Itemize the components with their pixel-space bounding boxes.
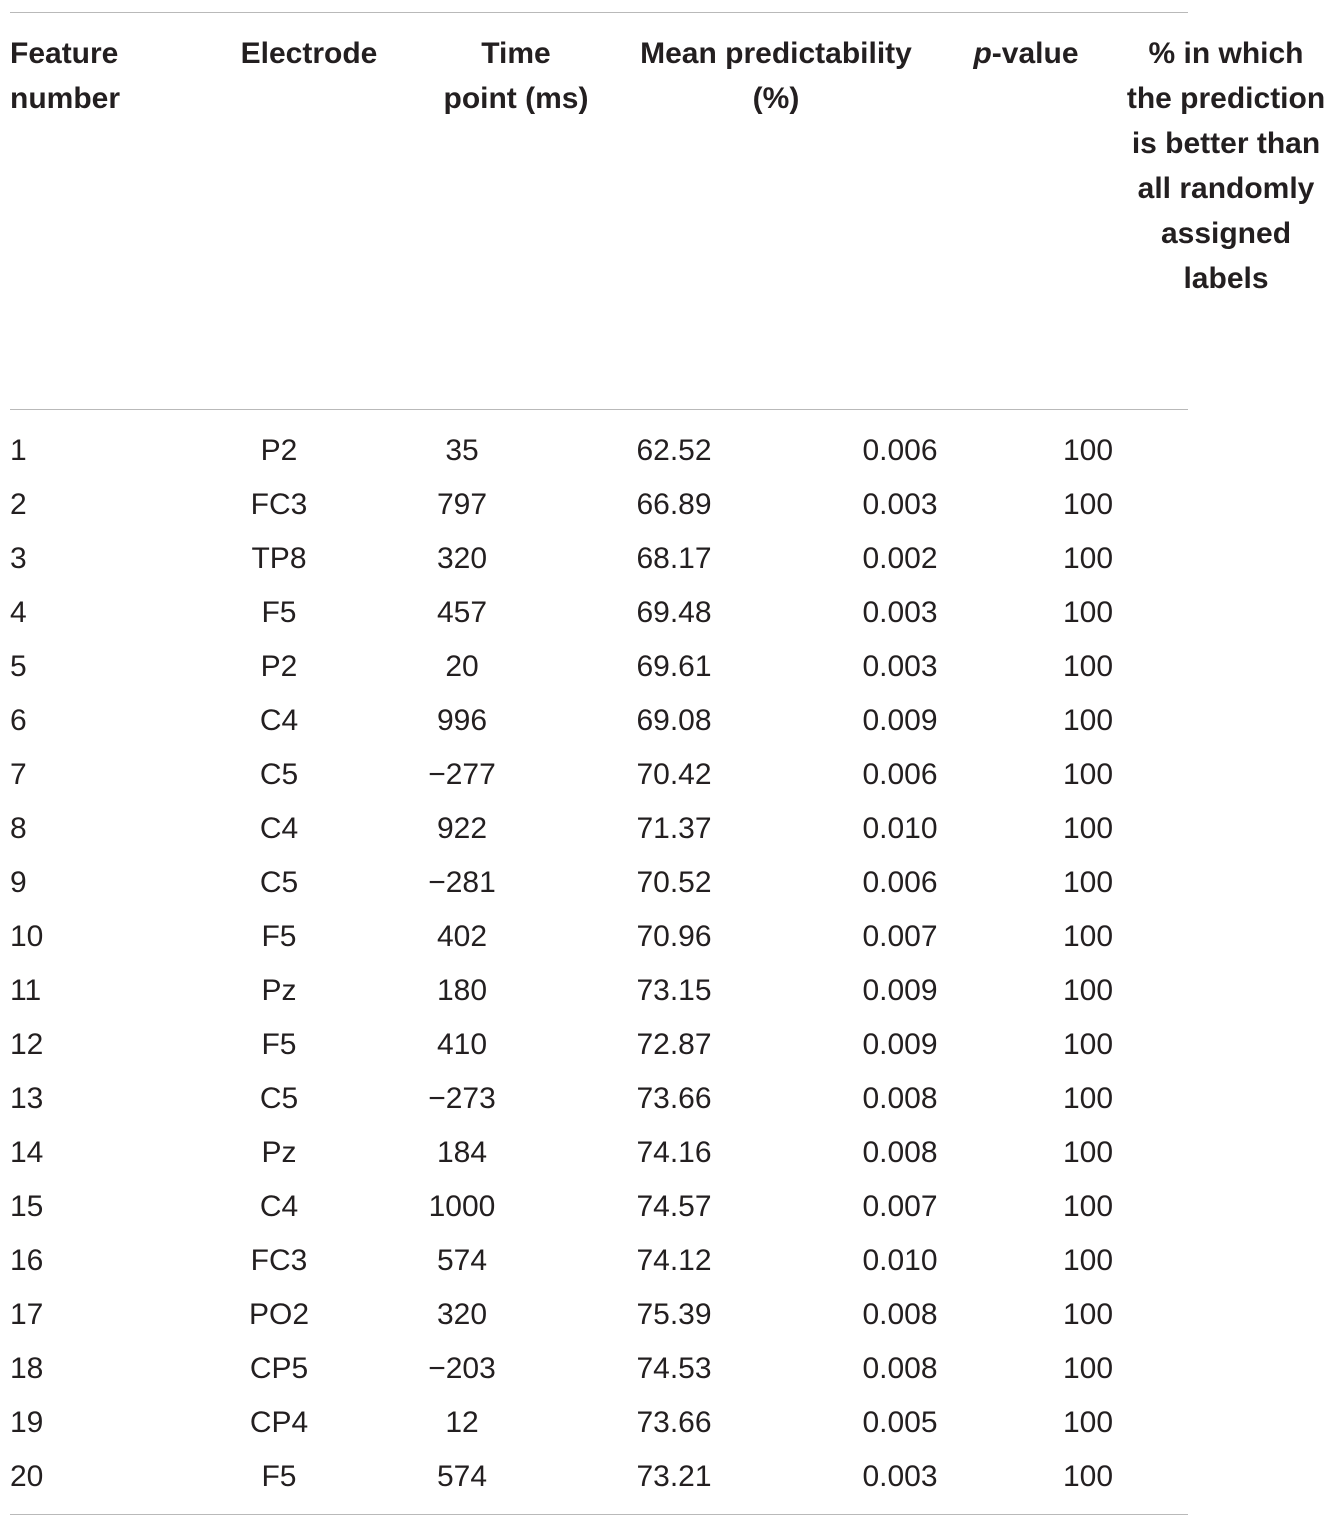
cell-electrode: FC3: [250, 1244, 308, 1277]
cell-electrode: F5: [261, 596, 297, 629]
cell-feature-number: 8: [10, 812, 27, 845]
cell-time-point: 1000: [428, 1190, 496, 1223]
cell-p-value: 0.008: [862, 1298, 938, 1331]
table-row: [10, 1234, 1188, 1288]
cell-time-point: −277: [428, 758, 496, 791]
cell-p-value: 0.007: [862, 920, 938, 953]
cell-mean-predictability: 69.61: [636, 650, 712, 683]
cell-percent-better: 100: [1062, 1136, 1114, 1169]
cell-electrode: CP5: [249, 1352, 309, 1385]
cell-electrode: C4: [259, 1190, 299, 1223]
cell-time-point: 797: [436, 488, 488, 521]
cell-feature-number: 17: [10, 1298, 44, 1331]
header-mean-predictability: [614, 13, 938, 409]
cell-time-point: 35: [445, 434, 479, 467]
cell-electrode: TP8: [251, 542, 307, 575]
table-row: [10, 532, 1188, 586]
cell-electrode: C4: [259, 704, 299, 737]
table-row: [10, 748, 1188, 802]
cell-p-value: 0.009: [862, 974, 938, 1007]
cell-feature-number: 14: [10, 1136, 44, 1169]
cell-p-value: 0.008: [862, 1352, 938, 1385]
table-header: [10, 13, 1326, 409]
cell-percent-better: 100: [1062, 542, 1114, 575]
header-electrode: Electrode: [240, 37, 378, 70]
cell-feature-number: 5: [10, 650, 27, 683]
cell-electrode: CP4: [249, 1406, 309, 1439]
cell-electrode: C5: [259, 758, 299, 791]
cell-electrode: FC3: [250, 488, 308, 521]
cell-p-value: 0.006: [862, 434, 938, 467]
cell-electrode: F5: [261, 1028, 297, 1061]
table-row: [10, 1126, 1188, 1180]
header-time-point: Time point (ms): [443, 37, 589, 115]
cell-percent-better: 100: [1062, 1244, 1114, 1277]
table-row: [10, 586, 1188, 640]
cell-p-value: 0.006: [862, 866, 938, 899]
cell-feature-number: 19: [10, 1406, 44, 1439]
cell-time-point: 574: [436, 1460, 488, 1493]
table-row: [10, 640, 1188, 694]
cell-percent-better: 100: [1062, 812, 1114, 845]
cell-time-point: 12: [445, 1406, 479, 1439]
cell-mean-predictability: 62.52: [636, 434, 712, 467]
cell-feature-number: 3: [10, 542, 27, 575]
cell-mean-predictability: 73.15: [636, 974, 712, 1007]
cell-percent-better: 100: [1062, 1298, 1114, 1331]
cell-mean-predictability: 73.66: [636, 1082, 712, 1115]
table-row: [10, 964, 1188, 1018]
cell-time-point: −273: [428, 1082, 496, 1115]
cell-electrode: C4: [259, 812, 299, 845]
cell-mean-predictability: 70.52: [636, 866, 712, 899]
cell-feature-number: 12: [10, 1028, 44, 1061]
cell-feature-number: 11: [10, 974, 42, 1007]
table-row: [10, 1018, 1188, 1072]
cell-percent-better: 100: [1062, 1460, 1114, 1493]
cell-percent-better: 100: [1062, 488, 1114, 521]
cell-time-point: −203: [428, 1352, 496, 1385]
cell-time-point: 20: [445, 650, 479, 683]
table-body: [10, 424, 1188, 1504]
cell-p-value: 0.009: [862, 704, 938, 737]
cell-feature-number: 7: [10, 758, 27, 791]
cell-percent-better: 100: [1062, 1082, 1114, 1115]
cell-feature-number: 9: [10, 866, 27, 899]
cell-mean-predictability: 68.17: [636, 542, 712, 575]
cell-electrode: P2: [260, 650, 298, 683]
table-row: [10, 1180, 1188, 1234]
cell-percent-better: 100: [1062, 434, 1114, 467]
cell-electrode: Pz: [261, 974, 297, 1007]
cell-p-value: 0.005: [862, 1406, 938, 1439]
cell-mean-predictability: 74.16: [636, 1136, 712, 1169]
table-row: [10, 802, 1188, 856]
cell-mean-predictability: 74.57: [636, 1190, 712, 1223]
cell-mean-predictability: 74.12: [636, 1244, 712, 1277]
cell-percent-better: 100: [1062, 1406, 1114, 1439]
table-bottom-rule: [10, 1514, 1188, 1515]
cell-time-point: −281: [428, 866, 496, 899]
table-row: [10, 1342, 1188, 1396]
cell-percent-better: 100: [1062, 704, 1114, 737]
cell-p-value: 0.003: [862, 650, 938, 683]
cell-p-value: 0.007: [862, 1190, 938, 1223]
cell-electrode: PO2: [248, 1298, 310, 1331]
cell-percent-better: 100: [1062, 920, 1114, 953]
cell-feature-number: 2: [10, 488, 27, 521]
cell-p-value: 0.009: [862, 1028, 938, 1061]
cell-mean-predictability: 73.21: [636, 1460, 712, 1493]
cell-time-point: 410: [436, 1028, 488, 1061]
cell-feature-number: 10: [10, 920, 44, 953]
table-row: [10, 1288, 1188, 1342]
cell-mean-predictability: 69.48: [636, 596, 712, 629]
table-row: [10, 478, 1188, 532]
cell-percent-better: 100: [1062, 758, 1114, 791]
cell-feature-number: 13: [10, 1082, 44, 1115]
cell-p-value: 0.003: [862, 488, 938, 521]
table-row: [10, 1396, 1188, 1450]
cell-percent-better: 100: [1062, 1352, 1114, 1385]
cell-mean-predictability: 74.53: [636, 1352, 712, 1385]
cell-p-value: 0.010: [862, 1244, 938, 1277]
cell-feature-number: 20: [10, 1460, 44, 1493]
header-row: [10, 13, 1326, 409]
cell-mean-predictability: 75.39: [636, 1298, 712, 1331]
cell-time-point: 574: [436, 1244, 488, 1277]
cell-p-value: 0.003: [862, 1460, 938, 1493]
cell-percent-better: 100: [1062, 596, 1114, 629]
data-table: [10, 12, 1326, 1515]
cell-mean-predictability: 70.42: [636, 758, 712, 791]
table-header-rule: [10, 409, 1188, 410]
header-p-rest: -value: [991, 37, 1079, 70]
cell-p-value: 0.010: [862, 812, 938, 845]
cell-mean-predictability: 72.87: [636, 1028, 712, 1061]
cell-electrode: F5: [261, 920, 297, 953]
cell-mean-predictability: 66.89: [636, 488, 712, 521]
header-p-italic: p: [973, 37, 992, 70]
cell-time-point: 184: [436, 1136, 488, 1169]
table-row: [10, 424, 1188, 478]
header-feature-number: Feature number: [10, 37, 121, 115]
cell-percent-better: 100: [1062, 866, 1114, 899]
cell-time-point: 922: [436, 812, 488, 845]
cell-percent-better: 100: [1062, 974, 1114, 1007]
cell-electrode: C5: [259, 866, 299, 899]
header-p-value: [938, 13, 1114, 409]
cell-feature-number: 1: [10, 434, 27, 467]
cell-percent-better: 100: [1062, 1190, 1114, 1223]
cell-time-point: 402: [436, 920, 488, 953]
table-row: [10, 694, 1188, 748]
header-mean-predictability-text: Mean predictability (%): [640, 37, 912, 115]
cell-electrode: Pz: [261, 1136, 297, 1169]
cell-time-point: 180: [436, 974, 488, 1007]
cell-electrode: F5: [261, 1460, 297, 1493]
header-percent-better: % in which the prediction is better than all randomly assigned labels: [1126, 37, 1326, 295]
table-row: [10, 1072, 1188, 1126]
cell-p-value: 0.008: [862, 1082, 938, 1115]
cell-percent-better: 100: [1062, 1028, 1114, 1061]
table-row: [10, 910, 1188, 964]
cell-mean-predictability: 73.66: [636, 1406, 712, 1439]
cell-electrode: P2: [260, 434, 298, 467]
cell-p-value: 0.002: [862, 542, 938, 575]
cell-p-value: 0.003: [862, 596, 938, 629]
cell-electrode: C5: [259, 1082, 299, 1115]
cell-time-point: 996: [436, 704, 488, 737]
cell-feature-number: 16: [10, 1244, 44, 1277]
cell-time-point: 320: [436, 1298, 488, 1331]
cell-percent-better: 100: [1062, 650, 1114, 683]
table-rows: [10, 424, 1188, 1504]
cell-mean-predictability: 69.08: [636, 704, 712, 737]
cell-feature-number: 15: [10, 1190, 44, 1223]
cell-p-value: 0.006: [862, 758, 938, 791]
cell-mean-predictability: 71.37: [636, 812, 712, 845]
cell-feature-number: 6: [10, 704, 27, 737]
table-row: [10, 1450, 1188, 1504]
table-row: [10, 856, 1188, 910]
cell-p-value: 0.008: [862, 1136, 938, 1169]
cell-time-point: 457: [436, 596, 488, 629]
cell-feature-number: 18: [10, 1352, 44, 1385]
cell-feature-number: 4: [10, 596, 27, 629]
cell-mean-predictability: 70.96: [636, 920, 712, 953]
cell-time-point: 320: [436, 542, 488, 575]
